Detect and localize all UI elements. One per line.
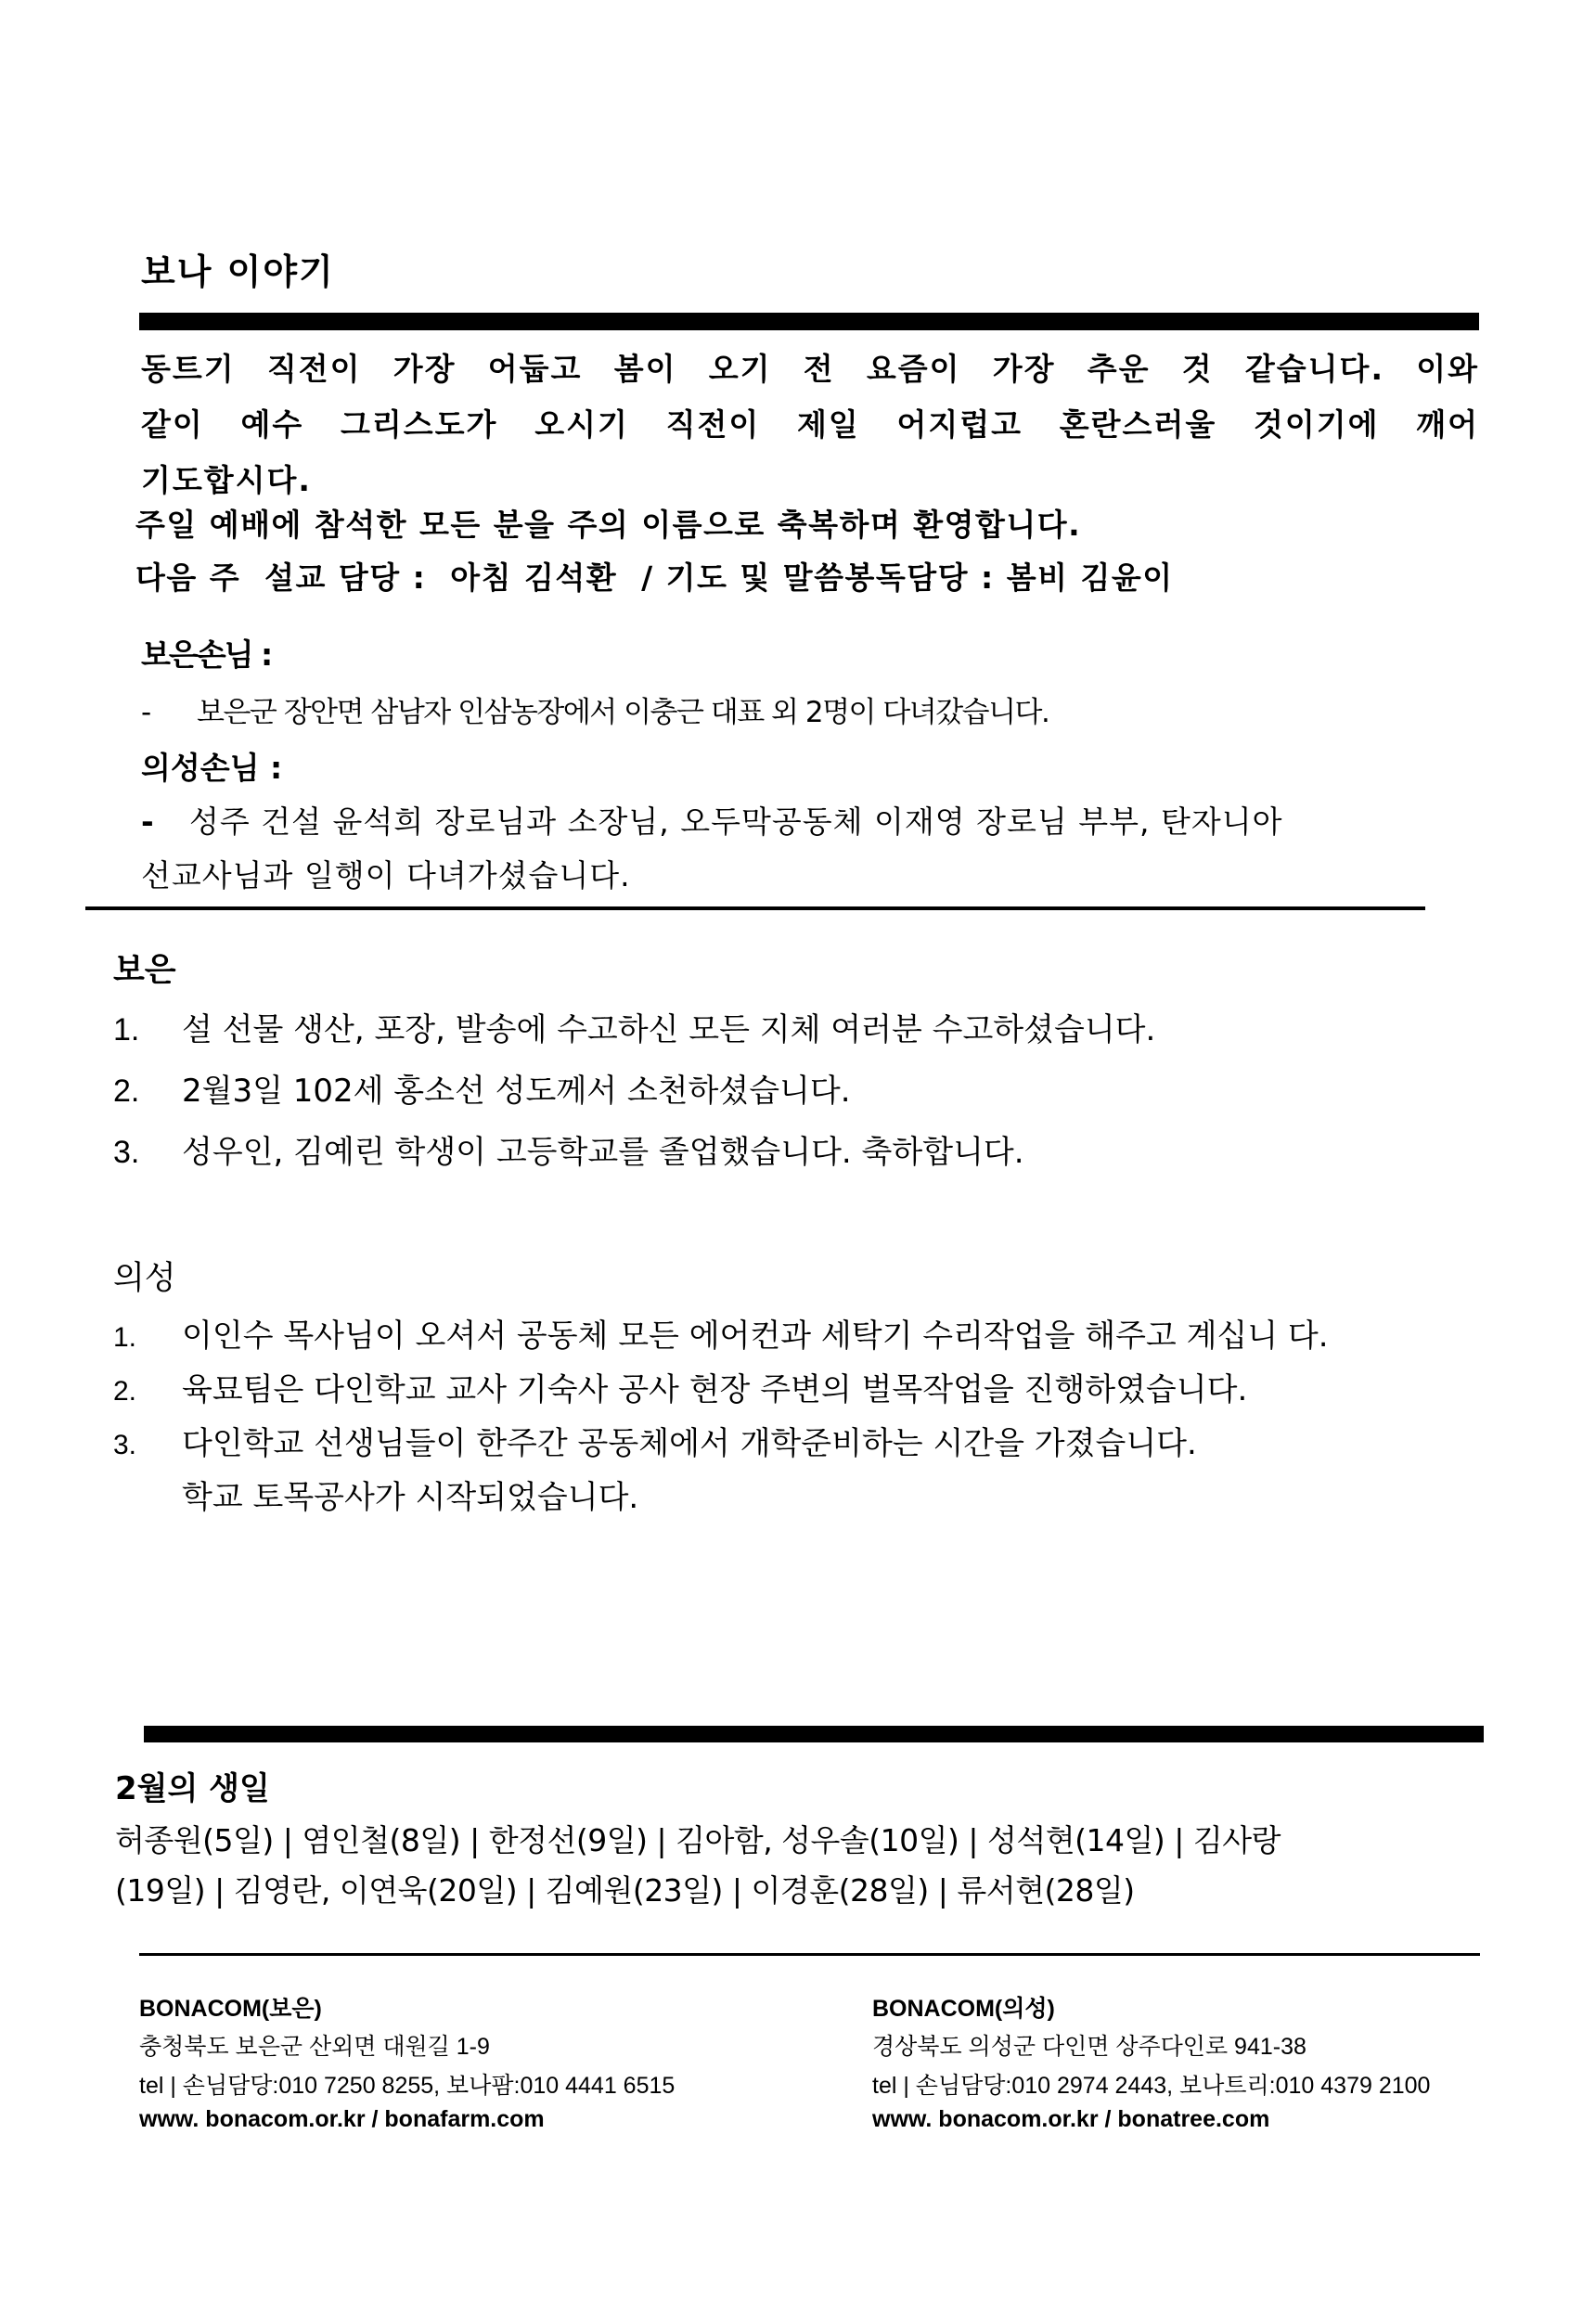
item-number: 2.: [113, 1073, 140, 1109]
footer-uiseong-tel: tel | 손님담당:010 2974 2443, 보나트리:010 4379 2100: [872, 2073, 1431, 2099]
boeun-news-heading: 보은: [113, 952, 176, 989]
boeun-guests-text: 보은군 장안면 삼남자 인삼농장에서 이충근 대표 외 2명이 다녀갔습니다.: [197, 696, 1049, 729]
intro-line-1: 동트기 직전이 가장 어둡고 봄이 오기 전 요즘이 가장 추운 것 같습니다. 이와: [141, 351, 1479, 387]
uiseong-news-continuation: 학교 토목공사가 시작되었습니다.: [182, 1479, 639, 1516]
footer-boeun-address: 충청북도 보은군 산외면 대원길 1-9: [139, 2034, 490, 2060]
intro-line-3: 기도합시다.: [141, 462, 312, 498]
boeun-guests-item: [141, 688, 1049, 730]
birthday-divider: [144, 1726, 1484, 1742]
uiseong-guests-text-2: 선교사님과 일행이 다녀가셨습니다.: [141, 857, 631, 893]
uiseong-news-item: [113, 1310, 1329, 1356]
item-number: 1.: [113, 1322, 137, 1353]
item-number: 3.: [113, 1135, 140, 1170]
footer-boeun-web[interactable]: www. bonacom.or.kr / bonafarm.com: [139, 2106, 545, 2132]
item-number: 3.: [113, 1430, 137, 1460]
welcome-text: 주일 예배에 참석한 모든 분을 주의 이름으로 축복하며 환영합니다.: [135, 507, 1082, 543]
item-text: 설 선물 생산, 포장, 발송에 수고하신 모든 지체 여러분 수고하셨습니다.: [182, 1011, 1156, 1048]
boeun-news-item: [113, 1126, 1024, 1172]
intro-line-2: 같이 예수 그리스도가 오시기 직전이 제일 어지럽고 혼란스러울 것이기에 깨어: [141, 406, 1479, 443]
birthday-line-2: (19일) | 김영란, 이연욱(20일) | 김예원(23일) | 이경훈(28일) | 류서현(28일): [115, 1872, 1135, 1909]
birthday-line-1: 허종원(5일) | 염인철(8일) | 한정선(9일) | 김아함, 성우솔(10일) | 성석현(14일) | 김사랑: [115, 1822, 1281, 1858]
uiseong-guests-text-1: 성주 건설 윤석희 장로님과 소장님, 오두막공동체 이재영 장로님 부부, 탄자니아: [189, 803, 1283, 840]
uiseong-news-item: [113, 1364, 1247, 1409]
section-divider: [85, 906, 1425, 910]
item-number: 1.: [113, 1012, 140, 1048]
footer-boeun-name: BONACOM(보은): [139, 1996, 322, 2022]
item-number: 2.: [113, 1376, 137, 1407]
next-week-duty: 다음 주 설교 담당 : 아침 김석환 / 기도 및 말씀봉독담당 : 봄비 김윤이: [135, 559, 1174, 596]
uiseong-news-item: [113, 1418, 1197, 1463]
uiseong-guests-item: [141, 798, 1282, 842]
title-divider: [139, 313, 1479, 330]
uiseong-guests-label: 의성손님 :: [141, 750, 283, 786]
boeun-news-item: [113, 1004, 1155, 1049]
boeun-guests-label: 보은손님 :: [141, 636, 272, 673]
item-text: 다인학교 선생님들이 한주간 공동체에서 개학준비하는 시간을 가졌습니다.: [182, 1425, 1197, 1462]
dash-bullet: -: [141, 696, 150, 729]
footer-uiseong-web[interactable]: www. bonacom.or.kr / bonatree.com: [872, 2106, 1270, 2132]
boeun-news-item: [113, 1065, 851, 1111]
dash-bullet: -: [141, 803, 155, 840]
item-text: 성우인, 김예린 학생이 고등학교를 졸업했습니다. 축하합니다.: [182, 1134, 1024, 1171]
birthday-heading: 2월의 생일: [115, 1770, 270, 1807]
footer-uiseong-address: 경상북도 의성군 다인면 상주다인로 941-38: [872, 2034, 1306, 2060]
item-text: 2월3일 102세 홍소선 성도께서 소천하셨습니다.: [182, 1073, 851, 1110]
page-title: 보나 이야기: [141, 251, 335, 292]
footer-boeun-tel: tel | 손님담당:010 7250 8255, 보나팜:010 4441 6515: [139, 2073, 676, 2099]
uiseong-news-heading: 의성: [113, 1260, 176, 1297]
item-text: 육묘팀은 다인학교 교사 기숙사 공사 현장 주변의 벌목작업을 진행하였습니다.: [182, 1371, 1248, 1408]
footer-uiseong-name: BONACOM(의성): [872, 1996, 1055, 2022]
item-text: 이인수 목사님이 오셔서 공동체 모든 에어컨과 세탁기 수리작업을 해주고 계십니 다.: [182, 1318, 1329, 1355]
footer-divider: [139, 1953, 1480, 1956]
